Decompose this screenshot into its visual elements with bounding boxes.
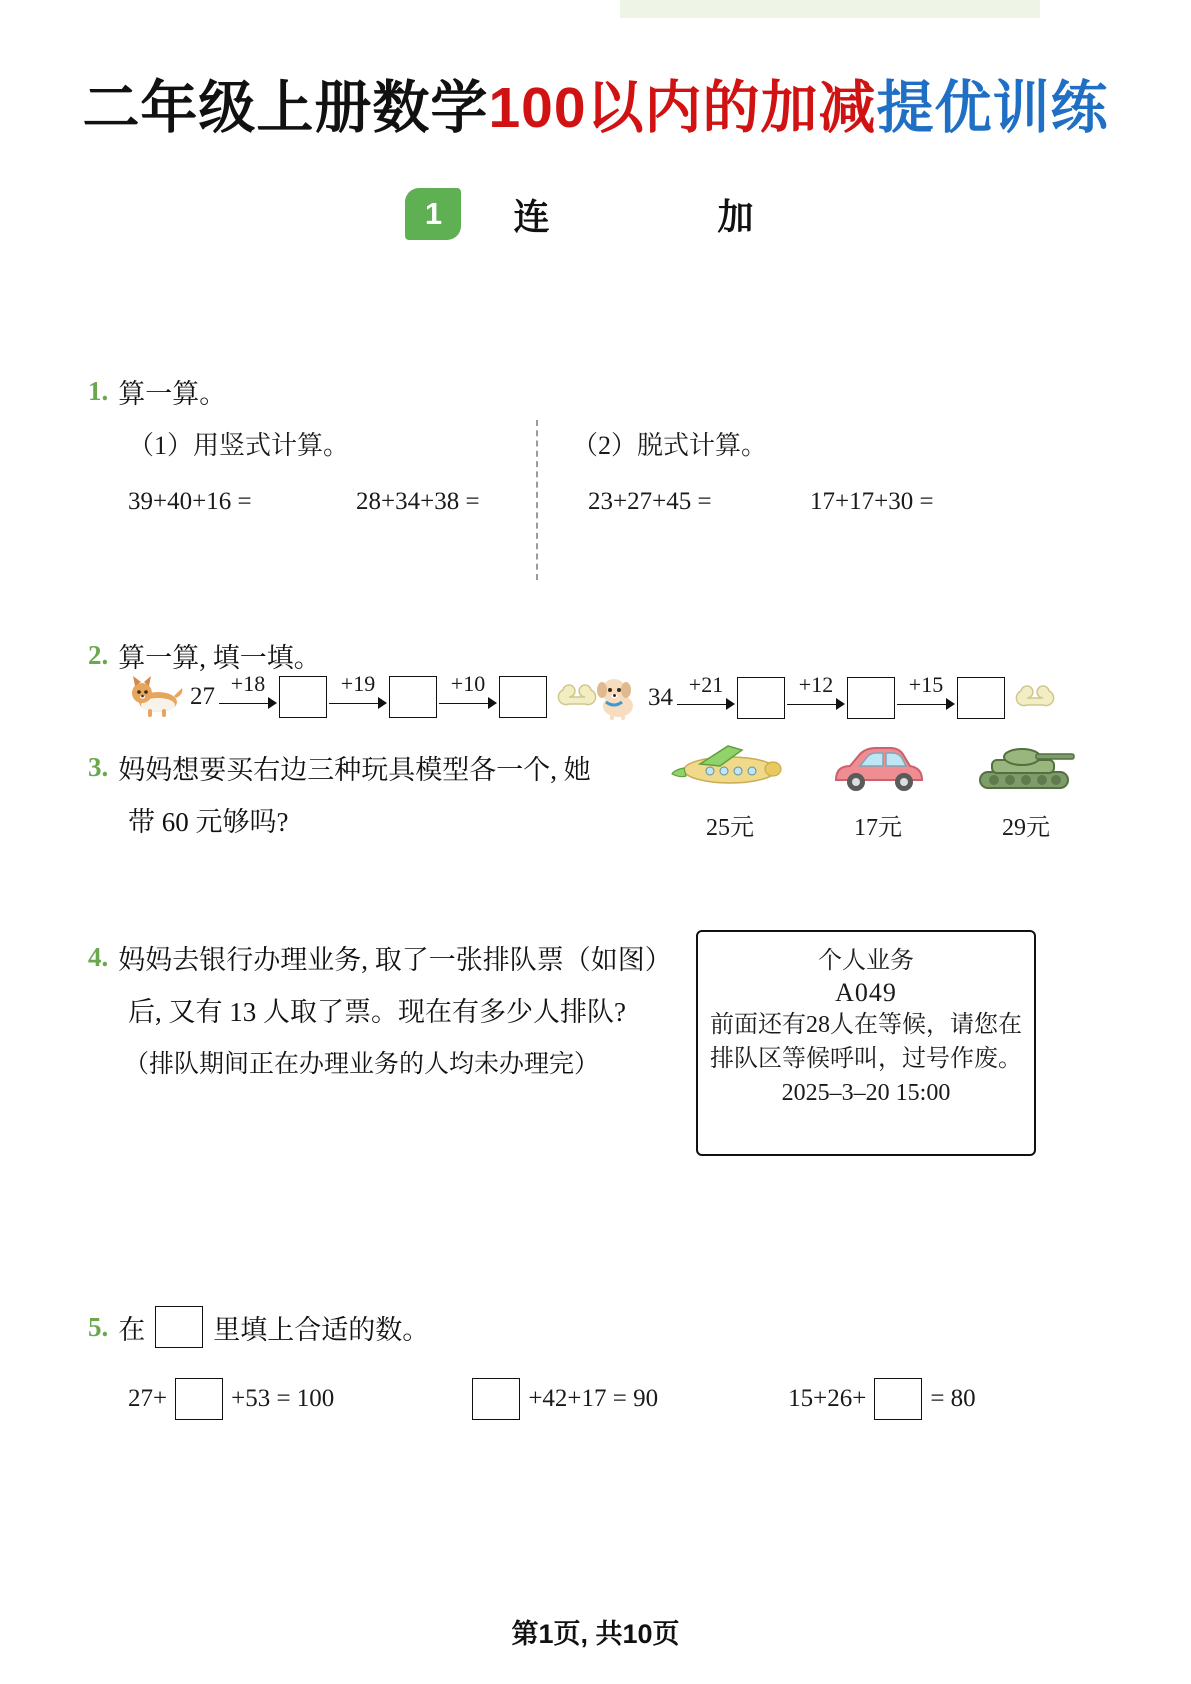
equation-3-left: 15+26+ — [788, 1385, 867, 1412]
chain-arrow — [675, 672, 737, 718]
bone-icon — [1013, 683, 1057, 713]
puppy-icon — [592, 676, 644, 720]
question-4 — [88, 938, 672, 977]
question-5 — [88, 1306, 429, 1348]
answer-box[interactable] — [499, 676, 547, 718]
queue-ticket — [696, 930, 1036, 1156]
car-price: 17元 — [854, 815, 902, 841]
question-3 — [88, 748, 591, 787]
column-divider — [536, 420, 538, 580]
question-1-expression-3: 23+27+45 = — [588, 488, 712, 515]
question-1-sub-2: （2）脱式计算。 — [572, 431, 768, 460]
answer-box[interactable] — [847, 677, 895, 719]
corgi-icon — [128, 676, 186, 718]
question-2-chain-1-start: 27 — [190, 683, 215, 710]
chain-arrow — [327, 671, 389, 717]
chain-2-step-2-label: +12 — [798, 672, 834, 697]
equation-3-right: = 80 — [930, 1385, 976, 1412]
toy-item-airplane — [660, 740, 800, 842]
answer-box[interactable] — [472, 1378, 520, 1420]
question-4-number: 4. — [88, 942, 109, 972]
ticket-body-line-1: 前面还有28人在等候，请您在 — [710, 1012, 1022, 1038]
section-number-badge: 1 — [405, 188, 461, 240]
answer-box[interactable] — [957, 677, 1005, 719]
equation-2-right: +42+17 = 90 — [528, 1385, 659, 1412]
chain-1-step-3-label: +10 — [450, 671, 486, 696]
answer-box[interactable] — [175, 1378, 223, 1420]
chain-arrow — [437, 671, 499, 717]
question-1-expression-2: 28+34+38 = — [356, 488, 480, 515]
ticket-header: 个人业务 — [818, 948, 914, 974]
question-5-number: 5. — [88, 1311, 109, 1342]
question-2-chain-2-start: 34 — [648, 684, 673, 711]
tank-icon — [966, 740, 1086, 798]
question-2-text: 算一算, 填一填。 — [118, 643, 321, 673]
toy-item-tank — [956, 740, 1096, 842]
question-5-equation-2 — [464, 1378, 658, 1420]
question-3-line-1: 妈妈想要买右边三种玩具模型各一个, 她 — [118, 755, 591, 785]
section-header — [0, 188, 1191, 240]
title-part-2: 100以内的加减 — [488, 76, 877, 140]
question-5-equations — [128, 1378, 976, 1420]
top-color-band — [620, 0, 1040, 18]
question-4-line-1: 妈妈去银行办理业务, 取了一张排队票（如图） — [118, 945, 672, 975]
page-title — [0, 62, 1191, 144]
chain-2-step-3-label: +15 — [908, 672, 944, 697]
question-5-equation-1 — [128, 1378, 334, 1420]
question-5-equation-3 — [788, 1378, 976, 1420]
car-icon — [818, 740, 938, 798]
chain-2-step-1-label: +21 — [688, 672, 724, 697]
title-part-1: 二年级上册数学 — [82, 76, 489, 140]
question-4-line-3: （排队期间正在办理业务的人均未办理完） — [124, 1051, 600, 1078]
answer-box[interactable] — [279, 676, 327, 718]
question-1-expression-1: 39+40+16 = — [128, 488, 252, 515]
ticket-body-line-2: 排队区等候呼叫，过号作废。 — [710, 1046, 1022, 1072]
question-1 — [88, 372, 226, 411]
question-2-chain-1 — [128, 671, 599, 718]
equation-1-right: +53 = 100 — [231, 1385, 335, 1412]
answer-box[interactable] — [874, 1378, 922, 1420]
question-1-sub-1: （1）用竖式计算。 — [128, 431, 350, 460]
question-4-line-2: 后, 又有 13 人取了票。现在有多少人排队? — [128, 997, 626, 1027]
question-3-line-2: 带 60 元够吗? — [128, 807, 289, 837]
tank-price: 29元 — [1002, 815, 1050, 841]
answer-box[interactable] — [737, 677, 785, 719]
chain-arrow — [785, 672, 847, 718]
chain-1-step-2-label: +19 — [340, 671, 376, 696]
chain-arrow — [895, 672, 957, 718]
airplane-price: 25元 — [706, 815, 754, 841]
page-footer: 第1页, 共10页 — [511, 1619, 680, 1649]
section-title: 连 加 — [513, 195, 786, 237]
chain-1-step-1-label: +18 — [230, 671, 266, 696]
question-1-number: 1. — [88, 376, 109, 406]
question-2-number: 2. — [88, 640, 109, 670]
title-part-3: 提优训练 — [876, 76, 1109, 140]
equation-1-left: 27+ — [128, 1385, 168, 1412]
ticket-timestamp: 2025–3–20 15:00 — [781, 1080, 951, 1106]
airplane-icon — [670, 740, 790, 798]
answer-box[interactable] — [155, 1306, 203, 1348]
question-5-text-after: 里填上合适的数。 — [213, 1314, 430, 1345]
question-1-text: 算一算。 — [118, 379, 227, 409]
answer-box[interactable] — [389, 676, 437, 718]
question-2 — [88, 636, 321, 675]
toy-item-car — [808, 740, 948, 842]
question-2-chain-2 — [592, 672, 1057, 720]
question-1-expression-4: 17+17+30 = — [810, 488, 934, 515]
chain-arrow — [217, 671, 279, 717]
ticket-code: A049 — [835, 978, 897, 1007]
question-3-number: 3. — [88, 752, 109, 782]
question-5-text-before: 在 — [118, 1314, 146, 1345]
